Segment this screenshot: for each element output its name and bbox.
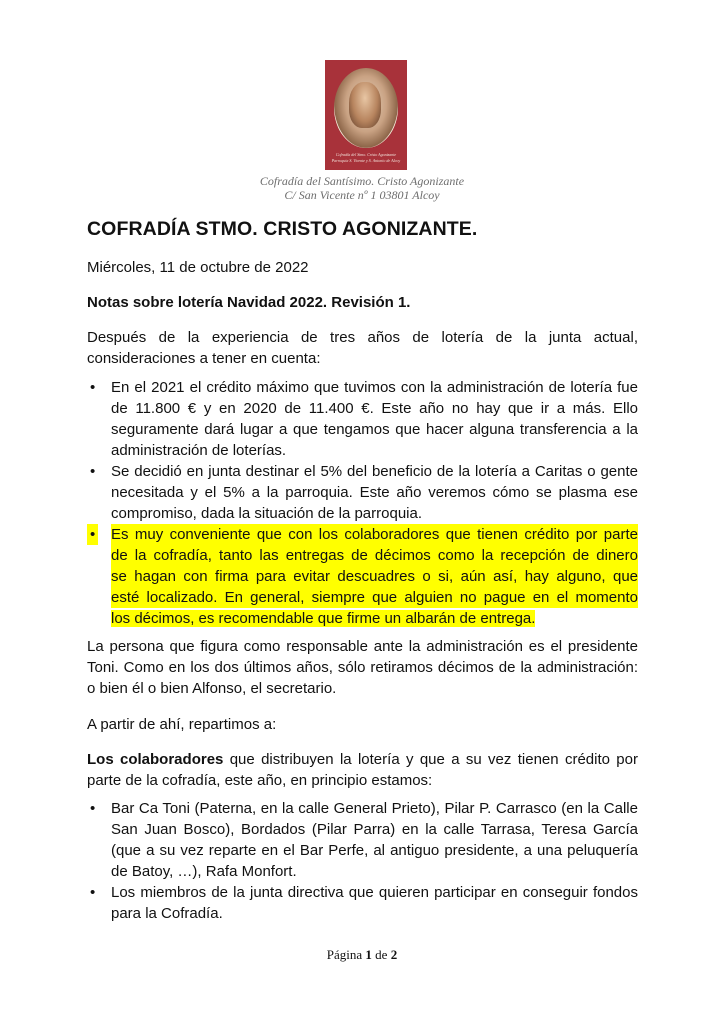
christ-face-image [349,82,381,128]
page-footer: Página 1 de 2 [326,947,398,962]
collaborators-list [87,798,638,924]
bullet-icon: • [87,524,98,545]
list-item: • Se decidió en junta destinar el 5% del beneficio de la lotería a Caritas o gente necesitada y el 5% a la parroquia. Este año veremos cómo se plasma ese compromiso, dada la situación de la parroquia. [90,463,638,522]
address-line-2: C/ San Vicente nº 1 03801 Alcoy [284,188,440,202]
distribution-intro: A partir de ahí, repartimos a: [87,716,277,733]
page-current: 1 [365,947,372,962]
list-item: • En el 2021 el crédito máximo que tuvimos con la administración de lotería fue de 11.800 € y en 2020 de 11.400 €. Este año no hay que ir a más. Ello seguramente dará lugar a que tengamos que hacer alguna transferencia a la administración de loterías. [90,379,638,459]
bullet-icon: • [90,463,96,480]
bullet-icon: • [90,800,96,817]
document-title: COFRADÍA STMO. CRISTO AGONIZANTE. [87,218,478,240]
collaborators-paragraph: Los colaboradores que distribuyen la lotería y que a su vez tienen crédito por parte de la cofradía, este año, en principio estamos: [87,751,638,789]
bullet-icon: • [90,884,96,901]
list-item: • Los miembros de la junta directiva que quieren participar en conseguir fondos para la Cofradía. [90,884,638,922]
document-subject: Notas sobre lotería Navidad 2022. Revisión 1. [87,294,411,311]
considerations-list [87,377,638,629]
list-item: • Bar Ca Toni (Paterna, en la calle General Prieto), Pilar P. Carrasco (en la Calle San Juan Bosco), Bordados (Pilar Parra) en la calle Tarrasa, Teresa García (que a su vez reparte en el Bar Perfe, al antiguo presidente, a una peluquería de Batoy, …), Rafa Monfort. [90,800,638,880]
document-date: Miércoles, 11 de octubre de 2022 [87,259,309,276]
cofradia-logo [325,60,407,170]
page-total: 2 [390,947,398,962]
collaborators-label: Los colaboradores [87,751,224,768]
list-item-highlighted: • Es muy conveniente que con los colaboradores que tienen crédito por parte de la cofradía, tanto las entregas de décimos como la recepción de dinero se hagan con firma para evitar descuadres o si, aún así, hay alguno, que esté localizado. En general, siempre que alguien no pague en el momento los décimos, es recomendable que firme un albarán de entrega. [87,524,638,629]
logo-caption: Cofradía del Stmo. Cristo Agonizante Parroquia S. Vicente y S. Antonio de Alcoy [331,152,401,163]
bullet-icon: • [90,379,96,396]
address-line-1: Cofradía del Santísimo. Cristo Agonizante [259,174,465,188]
intro-paragraph: Después de la experiencia de tres años de lotería de la junta actual, consideraciones a tener en cuenta: [87,329,638,367]
responsible-paragraph: La persona que figura como responsable ante la administración es el presidente Toni. Como en los dos últimos años, sólo retiramos décimos de la administración: o bien él o bien Alfonso, el secretario. [87,638,638,697]
